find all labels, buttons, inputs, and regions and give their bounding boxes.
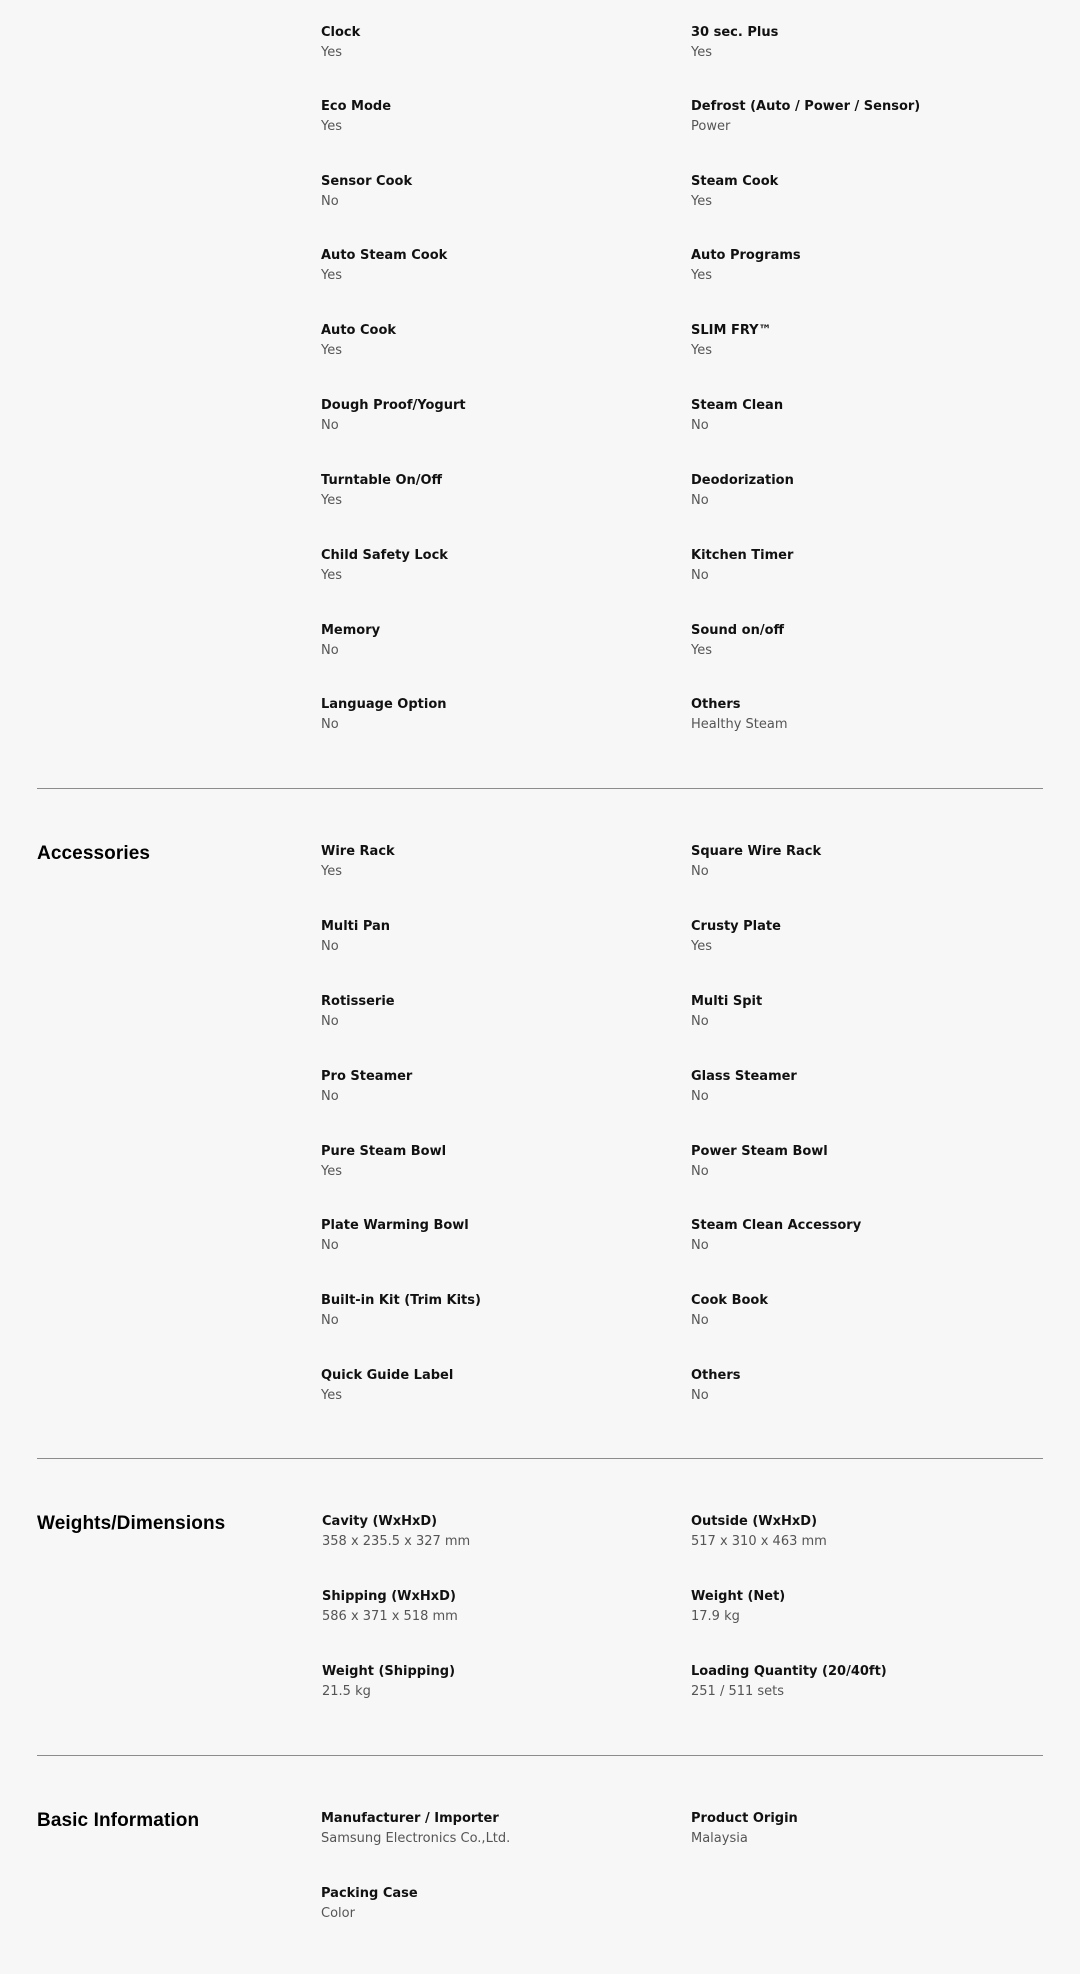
spec-label: Language Option (321, 697, 447, 712)
spec-value: Yes (321, 119, 342, 134)
spec-label: Others (691, 1368, 741, 1383)
section-title: Weights/Dimensions (37, 1513, 226, 1534)
spec-label: Turntable On/Off (321, 473, 443, 488)
spec-label: Shipping (WxHxD) (322, 1589, 456, 1604)
spec-item (321, 992, 661, 1032)
spec-label: Product Origin (691, 1811, 798, 1826)
spec-item (321, 917, 661, 957)
spec-item (691, 992, 1031, 1032)
spec-item (691, 1587, 1031, 1627)
spec-item (321, 321, 661, 361)
spec-value: 517 x 310 x 463 mm (691, 1534, 827, 1549)
spec-value: Power (691, 119, 731, 134)
spec-item (691, 695, 1031, 735)
spec-item (322, 1512, 662, 1552)
spec-item (321, 396, 661, 436)
spec-item (321, 695, 661, 735)
spec-value: No (321, 1014, 339, 1029)
spec-value: 358 x 235.5 x 327 mm (322, 1534, 471, 1549)
spec-item (691, 546, 1031, 586)
spec-item (321, 621, 661, 661)
spec-item (321, 1884, 661, 1924)
section-divider (37, 1458, 1043, 1459)
spec-value: No (691, 1238, 709, 1253)
spec-value: No (691, 1014, 709, 1029)
spec-label: Cook Book (691, 1293, 768, 1308)
spec-label: Weight (Net) (691, 1589, 786, 1604)
spec-label: Built-in Kit (Trim Kits) (321, 1293, 481, 1308)
spec-label: Glass Steamer (691, 1069, 797, 1084)
spec-value: No (321, 717, 339, 732)
spec-label: Packing Case (321, 1886, 418, 1901)
spec-label: Rotisserie (321, 994, 395, 1009)
spec-value: 17.9 kg (691, 1609, 740, 1624)
spec-item (321, 246, 661, 286)
spec-item (322, 1587, 662, 1627)
spec-label: Defrost (Auto / Power / Sensor) (691, 99, 921, 114)
spec-label: Cavity (WxHxD) (322, 1514, 438, 1529)
spec-item (691, 172, 1031, 212)
spec-item (321, 1291, 661, 1331)
spec-value: No (691, 568, 709, 583)
spec-item (691, 321, 1031, 361)
spec-item (691, 1512, 1031, 1552)
spec-value: 21.5 kg (322, 1684, 371, 1699)
spec-value: Yes (691, 939, 712, 954)
spec-label: Crusty Plate (691, 919, 781, 934)
spec-label: Others (691, 697, 741, 712)
spec-value: No (691, 1164, 709, 1179)
spec-item (691, 23, 1031, 63)
spec-value: No (691, 418, 709, 433)
spec-value: No (321, 1089, 339, 1104)
spec-value: Yes (691, 268, 712, 283)
spec-value: Yes (321, 493, 342, 508)
spec-value: No (321, 418, 339, 433)
spec-value: 586 x 371 x 518 mm (322, 1609, 458, 1624)
spec-item (691, 917, 1031, 957)
spec-item (321, 23, 661, 63)
spec-item (691, 1216, 1031, 1256)
spec-label: Pure Steam Bowl (321, 1144, 447, 1159)
spec-value: No (691, 1313, 709, 1328)
spec-value: No (691, 1388, 709, 1403)
spec-item (691, 1809, 1031, 1849)
spec-label: Steam Clean Accessory (691, 1218, 862, 1233)
spec-value: Yes (321, 568, 342, 583)
spec-value: Yes (691, 45, 712, 60)
spec-value: Yes (321, 1164, 342, 1179)
spec-item (691, 471, 1031, 511)
spec-value: Yes (691, 643, 712, 658)
spec-item (691, 1142, 1031, 1182)
spec-value: Samsung Electronics Co.,Ltd. (321, 1831, 511, 1846)
spec-item (691, 396, 1031, 436)
spec-label: Kitchen Timer (691, 548, 794, 563)
spec-label: Eco Mode (321, 99, 392, 114)
spec-item (321, 1142, 661, 1182)
spec-item (691, 1662, 1031, 1702)
spec-value: Yes (321, 268, 342, 283)
spec-value: No (321, 643, 339, 658)
spec-label: Memory (321, 623, 381, 638)
spec-value: No (321, 939, 339, 954)
spec-label: Deodorization (691, 473, 794, 488)
spec-value: Malaysia (691, 1831, 748, 1846)
spec-item (691, 1067, 1031, 1107)
spec-value: Yes (321, 343, 342, 358)
spec-label: Loading Quantity (20/40ft) (691, 1664, 887, 1679)
spec-value: Yes (321, 864, 342, 879)
spec-value: Yes (321, 45, 342, 60)
section-title: Basic Information (37, 1810, 200, 1831)
spec-value: Color (321, 1906, 355, 1921)
spec-item (321, 842, 661, 882)
spec-value: No (691, 864, 709, 879)
spec-label: Steam Clean (691, 398, 784, 413)
spec-label: Wire Rack (321, 844, 395, 859)
spec-label: Sound on/off (691, 623, 785, 638)
spec-value: No (691, 493, 709, 508)
spec-label: Sensor Cook (321, 174, 413, 189)
spec-item (691, 1366, 1031, 1406)
spec-value: 251 / 511 sets (691, 1684, 785, 1699)
spec-item (691, 97, 1031, 137)
spec-label: Dough Proof/Yogurt (321, 398, 466, 413)
spec-label: Power Steam Bowl (691, 1144, 828, 1159)
section-divider (37, 788, 1043, 789)
spec-value: No (321, 1238, 339, 1253)
spec-label: Weight (Shipping) (322, 1664, 456, 1679)
spec-label: Multi Pan (321, 919, 391, 934)
spec-label: Plate Warming Bowl (321, 1218, 469, 1233)
spec-value: Healthy Steam (691, 717, 788, 732)
spec-label: Multi Spit (691, 994, 763, 1009)
spec-item (321, 1809, 661, 1849)
spec-label: SLIM FRY™ (691, 323, 772, 338)
spec-label: Steam Cook (691, 174, 779, 189)
spec-value: No (691, 1089, 709, 1104)
spec-label: Auto Programs (691, 248, 801, 263)
spec-label: Square Wire Rack (691, 844, 822, 859)
spec-item (321, 1067, 661, 1107)
spec-item (322, 1662, 662, 1702)
spec-item (321, 97, 661, 137)
spec-value: Yes (321, 1388, 342, 1403)
spec-label: Quick Guide Label (321, 1368, 454, 1383)
spec-value: Yes (691, 194, 712, 209)
spec-item (321, 1216, 661, 1256)
section-title: Accessories (37, 843, 151, 864)
spec-item (321, 1366, 661, 1406)
spec-item (691, 246, 1031, 286)
spec-label: Clock (321, 25, 361, 40)
spec-item (321, 471, 661, 511)
spec-item (321, 546, 661, 586)
spec-item (691, 621, 1031, 661)
spec-label: Auto Cook (321, 323, 397, 338)
spec-label: Manufacturer / Importer (321, 1811, 499, 1826)
spec-item (691, 842, 1031, 882)
spec-label: Child Safety Lock (321, 548, 448, 563)
spec-label: Auto Steam Cook (321, 248, 448, 263)
spec-item (691, 1291, 1031, 1331)
spec-value: No (321, 1313, 339, 1328)
section-divider (37, 1755, 1043, 1756)
spec-label: Pro Steamer (321, 1069, 413, 1084)
spec-label: Outside (WxHxD) (691, 1514, 818, 1529)
spec-value: No (321, 194, 339, 209)
spec-item (321, 172, 661, 212)
spec-value: Yes (691, 343, 712, 358)
spec-label: 30 sec. Plus (691, 25, 779, 40)
